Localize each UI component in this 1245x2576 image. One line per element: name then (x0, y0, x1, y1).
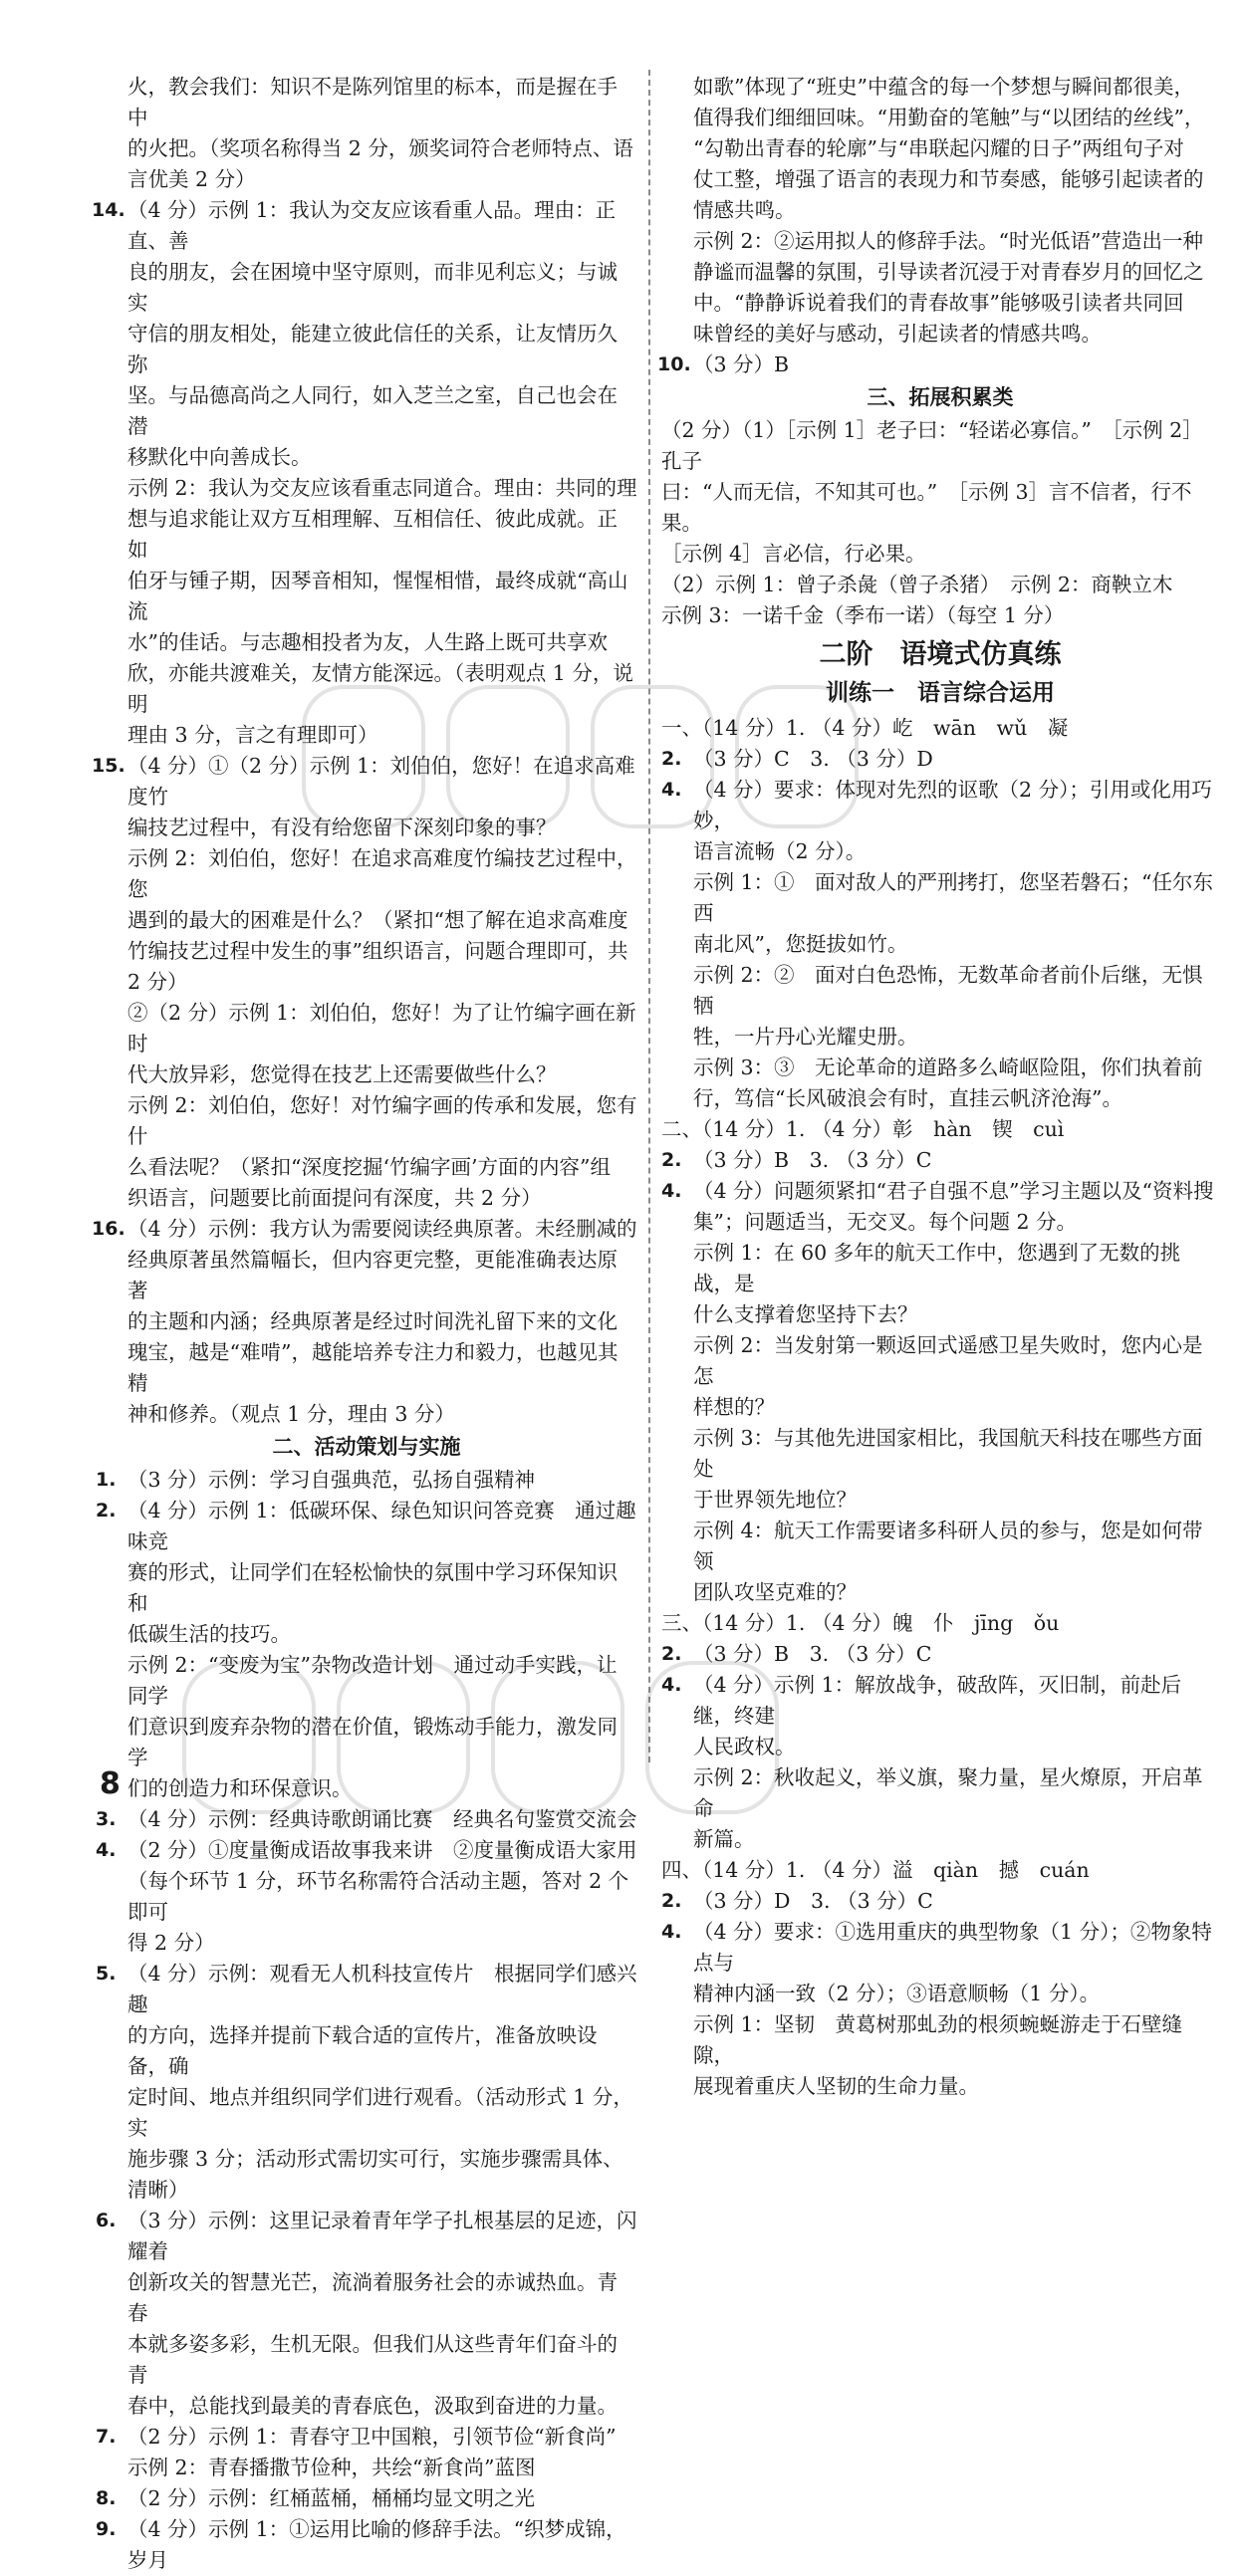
stage-title: 二阶 语境式仿真练 (819, 639, 1062, 670)
answer-item: 2. （4 分）示例 1：低碳环保、绿色知识问答竞赛 通过趣味竞 赛的形式，让同学们在轻松愉快的氛围中学习环保知识和 低碳生活的技巧。 示例 2：“变废为宝”杂物改造计划 通过动手实践，让同学 们意识到废弃杂物的潜在价值，锻炼动手能力，激发同学 们的创造力和环保意识。 (96, 1499, 636, 1800)
intro-text: 火，教会我们：知识不是陈列馆里的标本，而是握在手中 的火把。（奖项名称得当 2 分，颁奖词符合老师特点、语 言优美 2 分） (127, 75, 633, 191)
left-column (92, 72, 637, 2576)
answer-item: 4. （4 分）要求：体现对先烈的讴歌（2 分）；引用或化用巧妙， 语言流畅（2 分）。 示例 1：① 面对敌人的严刑拷打，您坚若磐石；“任尔东西 南北风”，您挺拔如竹。 示例 2：② 面对白色恐怖，无数革命者前仆后继，无惧牺 牲，一片丹心光耀史册。 示例 3：③ 无论革命的道路多么崎岖险阻，你们执着前 行，笃信“长风破浪会有时，直挂云帆济沧海”。 (661, 778, 1214, 1110)
training-title: 训练一 语言综合运用 (826, 680, 1055, 706)
block-head: 二、（14 分）1. （4 分）彰 hàn 锲 cuì (661, 1117, 1065, 1141)
answer-16: 16. （4 分）示例：我方认为需要阅读经典原著。未经删减的 经典原著虽然篇幅长，但内容更完整，更能准确表达原著 的主题和内涵；经典原著是经过时间洗礼留下来的文化 瑰宝，越是“难啃”，越能培养专注力和毅力，也越见其精 神和修养。（观点 1 分，理由 3 分） (92, 1217, 637, 1426)
answer-item: 1. （3 分）示例：学习自强典范，弘扬自强精神 (96, 1468, 536, 1492)
answer-item: 7. （2 分）示例 1：青春守卫中国粮，引领节俭“新食尚” 示例 2：青春播撒节俭种，共绘“新食尚”蓝图 (96, 2425, 617, 2479)
column-divider (648, 70, 650, 1762)
right-column (657, 72, 1219, 2102)
answer-item: 9. （4 分）示例 1：①运用比喻的修辞手法。“织梦成锦，岁月 (96, 2517, 626, 2572)
answer-item: 5. （4 分）示例：观看无人机科技宣传片 根据同学们感兴趣 的方向，选择并提前下载合适的宣传片，准备放映设备，确 定时间、地点并组织同学们进行观看。（活动形式 1 分，实 施步骤 3 分；活动形式需切实可行，实施步骤需具体、清晰） (96, 1962, 637, 2202)
answer-item: 2. （3 分）B 3. （3 分）C (661, 1642, 932, 1666)
answer-item: 4. （4 分）要求：①选用重庆的典型物象（1 分）；②物象特点与 精神内涵一致（2 分）；③语意顺畅（1 分）。 示例 1：坚韧 黄葛树那虬劲的根须蜿蜒游走于石壁缝隙， 展现着重庆人坚韧的生命力量。 (661, 1920, 1212, 2098)
answer-item: 2. （3 分）D 3. （3 分）C (661, 1889, 933, 1913)
answer-9-continued: 如歌”体现了“班史”中蕴含的每一个梦想与瞬间都很美， 值得我们细细回味。“用勤奋的笔触”与“以团结的丝线”， “勾勒出青春的轮廓”与“串联起闪耀的日子”两组句子对 仗工整，增强了语言的表现力和节奏感，能够引起读者的 情感共鸣。 示例 2：②运用拟人的修辞手法。“时光低语”营造出一种 静谧而温馨的氛围，引导读者沉浸于对青春岁月的回忆之 中。“静静诉说着我们的青春故事”能够吸引读者共同回 味曾经的美好与感动，引起读者的情感共鸣。 (693, 75, 1205, 346)
block-head: 一、（14 分）1. （4 分）屹 wān wǔ 凝 (661, 716, 1069, 740)
section3-answers: （2 分）（1）［示例 1］老子曰：“轻诺必寡信。” ［示例 2］孔子 曰：“人而无信，不知其可也。” ［示例 3］言不信者，行不果。 ［示例 4］言必信，行必果。 （2）示例 1：曾子杀彘（曾子杀猪） 示例 2：商鞅立木 示例 3：一诺千金（季布一诺）（每空 1 分） (661, 418, 1203, 627)
answer-item: 3. （4 分）示例：经典诗歌朗诵比赛 经典名句鉴赏交流会 (96, 1807, 637, 1831)
answer-item: 6. （3 分）示例：这里记录着青年学子扎根基层的足迹，闪耀着 创新攻关的智慧光芒，流淌着服务社会的赤诚热血。青春 本就多姿多彩，生机无限。但我们从这些青年们奋斗的青 春中，总能找到最美的青春底色，汲取到奋进的力量。 (96, 2209, 637, 2418)
section-heading: 二、活动策划与实施 (272, 1435, 461, 1459)
page-number: 8 (100, 1766, 121, 1801)
answer-item: 4. （2 分）①度量衡成语故事我来讲 ②度量衡成语大家用 （每个环节 1 分，环节名称需符合活动主题，答对 2 个即可 得 2 分） (96, 1838, 637, 1955)
answer-14: 14. （4 分）示例 1：我认为交友应该看重人品。理由：正直、善 良的朋友，会在困境中坚守原则，而非见利忘义；与诚实 守信的朋友相处，能建立彼此信任的关系，让友情历久弥 坚。与品德高尚之人同行，如入芝兰之室，自己也会在潜 移默化中向善成长。 示例 2：我认为交友应该看重志同道合。理由：共同的理 想与追求能让双方互相理解、互相信任、彼此成就。正如 伯牙与锺子期，因琴音相知，惺惺相惜，最终成就“高山流 水”的佳话。与志趣相投者为友，人生路上既可共享欢 欣，亦能共渡难关，友情方能深远。（表明观点 1 分，说明 理由 3 分，言之有理即可） (92, 198, 637, 747)
answer-item: 4. （4 分）示例 1：解放战争，破敌阵，灭旧制，前赴后继，终建 人民政权。 示例 2：秋收起义，举义旗，聚力量，星火燎原，开启革命 新篇。 (661, 1673, 1203, 1851)
section-heading: 三、拓展积累类 (867, 385, 1014, 409)
answer-15: 15. （4 分）①（2 分）示例 1：刘伯伯，您好！在追求高难度竹 编技艺过程中，有没有给您留下深刻印象的事？ 示例 2：刘伯伯，您好！在追求高难度竹编技艺过程中，您 遇到的最大的困难是什么？（紧扣“想了解在追求高难度 竹编技艺过程中发生的事”组织语言，问题合理即可，共 2 分） ②（2 分）示例 1：刘伯伯，您好！为了让竹编字画在新时 代大放异彩，您觉得在技艺上还需要做些什么？ 示例 2：刘伯伯，您好！对竹编字画的传承和发展，您有什 么看法呢？（紧扣“深度挖掘‘竹编字画’方面的内容”组 织语言，问题要比前面提问有深度，共 2 分） (92, 754, 637, 1210)
answer-item: 8. （2 分）示例：红桶蓝桶，桶桶均显文明之光 (96, 2486, 536, 2510)
block-head: 四、（14 分）1. （4 分）溢 qiàn 撼 cuán (661, 1858, 1090, 1882)
answer-item: 2. （3 分）C 3. （3 分）D (661, 747, 933, 771)
answer-10: 10. （3 分）B (657, 352, 790, 376)
answer-item: 2. （3 分）B 3. （3 分）C (661, 1148, 932, 1172)
answer-item: 4. （4 分）问题须紧扣“君子自强不息”学习主题以及“资料搜 集”；问题适当，无交叉。每个问题 2 分。 示例 1：在 60 多年的航天工作中，您遇到了无数的挑战，是 什么支撑着您坚持下去？ 示例 2：当发射第一颗返回式遥感卫星失败时，您内心是怎 样想的？ 示例 3：与其他先进国家相比，我国航天科技在哪些方面处 于世界领先地位？ 示例 4：航天工作需要诸多科研人员的参与，您是如何带领 团队攻坚克难的？ (661, 1179, 1214, 1604)
block-head: 三、（14 分）1. （4 分）魄 仆 jīng ǒu (661, 1611, 1060, 1635)
